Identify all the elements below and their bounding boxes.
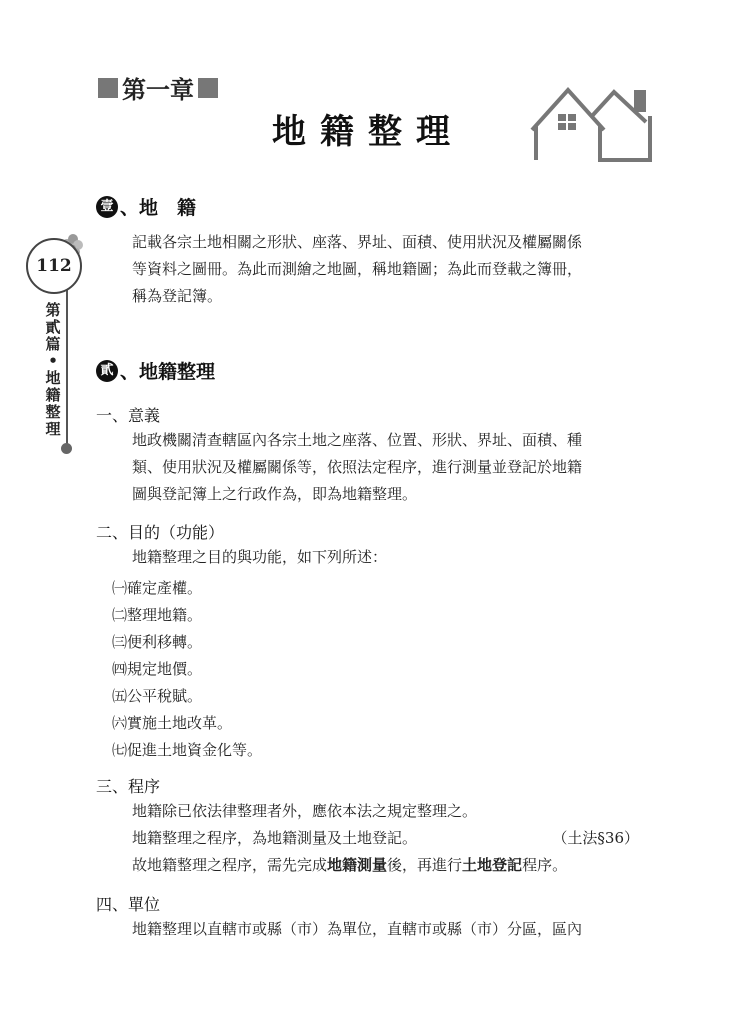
sub4-heading: 四、單位	[96, 895, 161, 914]
section1-heading	[96, 193, 196, 220]
sub1-heading: 一、意義	[96, 406, 161, 425]
sidebar-line	[66, 290, 68, 447]
keyword-cadastral-survey: 地籍測量	[327, 856, 388, 874]
law-reference: （土法§36）	[552, 829, 639, 847]
list-item: ㈣規定地價。	[112, 660, 203, 678]
list-item: ㈢便利移轉。	[112, 633, 203, 651]
paragraph-line: 地籍整理以直轄市或縣（市）為單位，直轄市或縣（市）分區，區內	[132, 920, 583, 938]
sub2-heading: 二、目的（功能）	[96, 523, 225, 542]
paragraph-line: 圖與登記簿上之行政作為，即為地籍整理。	[132, 485, 418, 503]
chapter-label-text: 第一章	[122, 76, 194, 104]
list-item: ㈦促進土地資金化等。	[112, 741, 263, 759]
paragraph-line	[132, 852, 639, 879]
square-icon	[98, 78, 118, 98]
house-icon	[528, 86, 656, 164]
paragraph-line: 地政機關清查轄區內各宗土地之座落、位置、形狀、界址、面積、種	[132, 431, 583, 449]
keyword-land-registration: 土地登記	[462, 856, 523, 874]
list-item: ㈤公平稅賦。	[112, 687, 203, 705]
section2-heading-text: 、地籍整理	[120, 361, 216, 383]
paragraph-line: 地籍除已依法律整理者外，應依本法之規定整理之。	[132, 802, 478, 820]
list-item: ㈥實施土地改革。	[112, 714, 233, 732]
page-number: 112	[26, 238, 82, 294]
list-item: ㈡整理地籍。	[112, 606, 203, 624]
paragraph-line: 稱為登記簿。	[132, 287, 223, 305]
sub2-intro: 地籍整理之目的與功能，如下列所述：	[132, 548, 388, 566]
paragraph-line: 記載各宗土地相關之形狀、座落、界址、面積、使用狀況及權屬關係	[132, 233, 583, 251]
text-run: 後，再進行	[387, 856, 463, 874]
sub4-paragraph	[132, 916, 582, 943]
sub1-paragraph	[132, 427, 582, 508]
section1-badge: 壹	[96, 196, 118, 218]
list-item: ㈠確定產權。	[112, 579, 203, 597]
paragraph-line: 類、使用狀況及權屬關係等，依照法定程序，進行測量並登記於地籍	[132, 458, 583, 476]
chapter-title: 地籍整理	[272, 112, 464, 152]
text-run: 故地籍整理之程序，需先完成	[132, 856, 328, 874]
section1-paragraph	[132, 229, 582, 310]
sub3-paragraph	[132, 798, 639, 879]
part-title: 第貳篇•地籍整理	[45, 301, 61, 438]
square-icon	[198, 78, 218, 98]
section2-badge: 貳	[96, 360, 118, 382]
chapter-label	[98, 70, 218, 105]
text-run: 程序。	[522, 856, 568, 874]
sidebar-dot	[61, 443, 72, 454]
section1-heading-text: 、地 籍	[120, 197, 197, 219]
paragraph-line: 等資料之圖冊。為此而測繪之地圖，稱地籍圖；為此而登載之簿冊，	[132, 260, 583, 278]
paragraph-line: 地籍整理之程序，為地籍測量及土地登記。	[132, 829, 418, 847]
section2-heading	[96, 357, 215, 384]
paragraph-line-with-ref	[132, 825, 639, 852]
sub3-heading: 三、程序	[96, 777, 161, 796]
